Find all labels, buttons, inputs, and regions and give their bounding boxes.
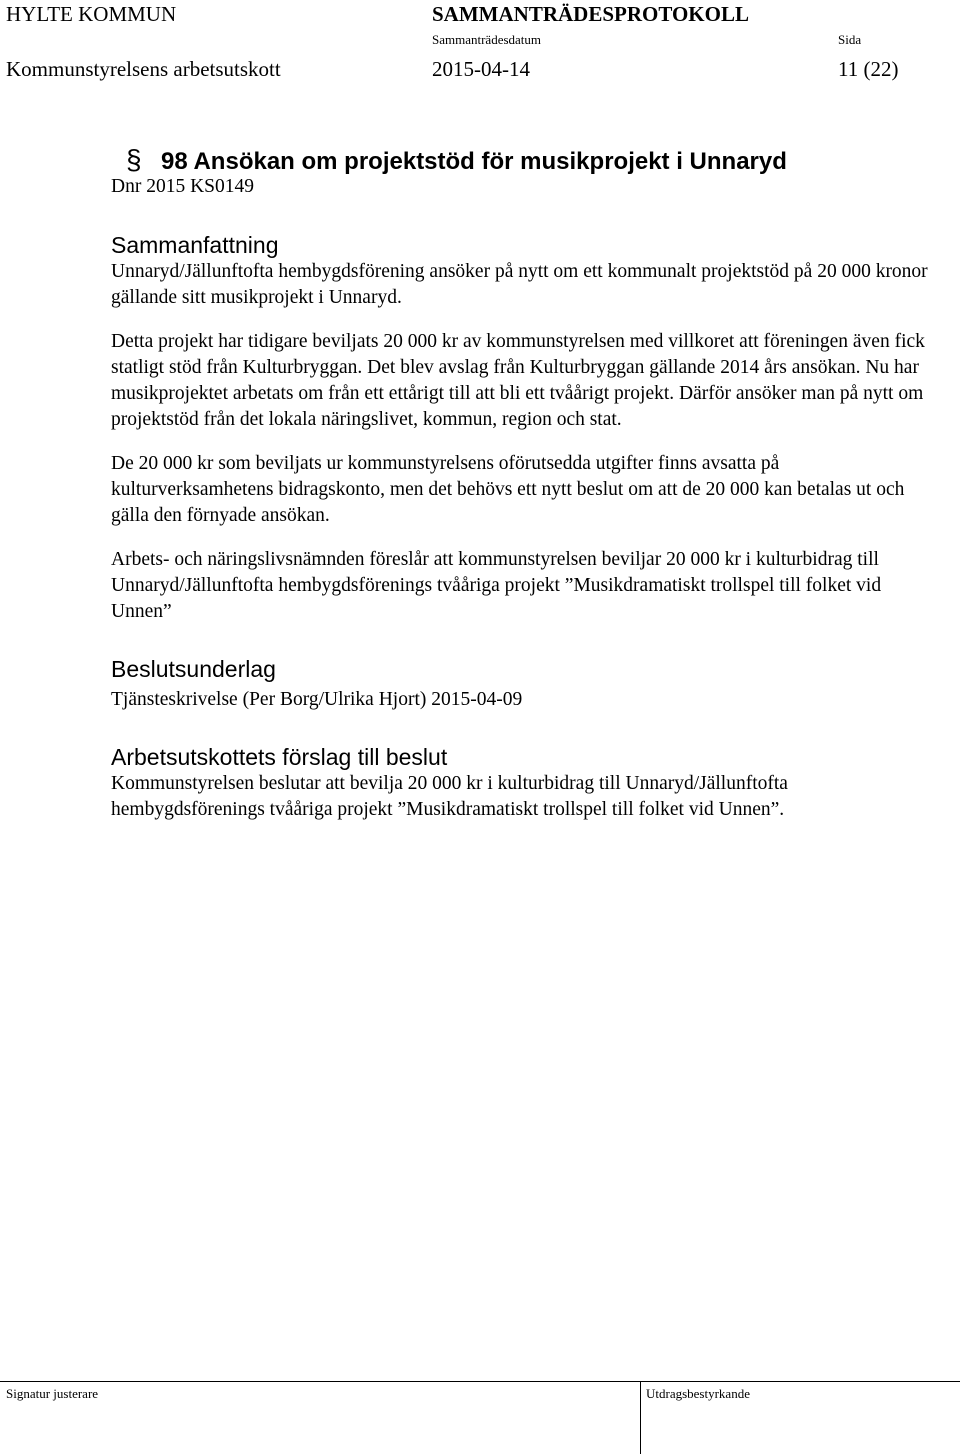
committee-name: Kommunstyrelsens arbetsutskott [6, 57, 281, 81]
proposal-heading: Arbetsutskottets förslag till beslut [111, 744, 448, 770]
proposal-text: Kommunstyrelsen beslutar att bevilja 20 000 kr i kulturbidrag till Unnaryd/Jällunftofta hembygdsförenings tvååriga projekt ”Musikdramatiskt trollspel till folket vid Unnen”. [111, 773, 788, 820]
summary-heading: Sammanfattning [111, 232, 279, 258]
footer-divider [0, 1381, 960, 1382]
section-title-text: 98 Ansökan om projektstöd för musikprojekt i Unnaryd [161, 148, 787, 175]
footer-column-divider [640, 1381, 641, 1454]
meeting-date: 2015-04-14 [432, 57, 530, 81]
basis-text: Tjänsteskrivelse (Per Borg/Ulrika Hjort) 2015-04-09 [111, 689, 523, 710]
municipality-name: HYLTE KOMMUN [6, 2, 177, 26]
signature-label: Signatur justerare [6, 1386, 99, 1401]
document-type: SAMMANTRÄDESPROTOKOLL [432, 2, 749, 26]
page-number: 11 (22) [838, 57, 899, 81]
dnr: Dnr 2015 KS0149 [111, 176, 255, 197]
summary-paragraph-2: Detta projekt har tidigare beviljats 20 000 kr av kommunstyrelsen med villkoret att föreningen även fick statligt stöd från Kulturbryggan. Det blev avslag från Kulturbryggan gällande 2014 års ansökan. Nu har musikprojektet arbetats om från ett ettårigt till att bli ett tvåårigt projekt. Därför ansöker man på nytt om projektstöd från det lokala näringslivet, kommun, region och stat. [111, 331, 925, 430]
summary-paragraph-4: Arbets- och näringslivsnämnden föreslår att kommunstyrelsen beviljar 20 000 kr i kulturbidrag till Unnaryd/Jällunftofta hembygdsförenings tvååriga projekt ”Musikdramatiskt trollspel till folket vid Unnen” [111, 549, 882, 622]
summary-paragraph-1: Unnaryd/Jällunftofta hembygdsförening ansöker på nytt om ett kommunalt projektstöd på 20 000 kronor gällande sitt musikprojekt i Unnaryd. [111, 261, 928, 308]
page-label: Sida [838, 32, 862, 47]
document-body [111, 174, 931, 823]
date-label: Sammanträdesdatum [432, 32, 542, 47]
basis-heading: Beslutsunderlag [111, 656, 276, 682]
excerpt-label: Utdragsbestyrkande [646, 1386, 750, 1401]
summary-paragraph-3: De 20 000 kr som beviljats ur kommunstyrelsens oförutsedda utgifter finns avsatta på kulturverksamhetens bidragskonto, men det behövs ett nytt beslut om att de 20 000 kan betalas ut och gälla den förnyade ansökan. [111, 453, 905, 526]
paragraph-symbol: § [126, 144, 142, 175]
section-title [126, 145, 787, 177]
